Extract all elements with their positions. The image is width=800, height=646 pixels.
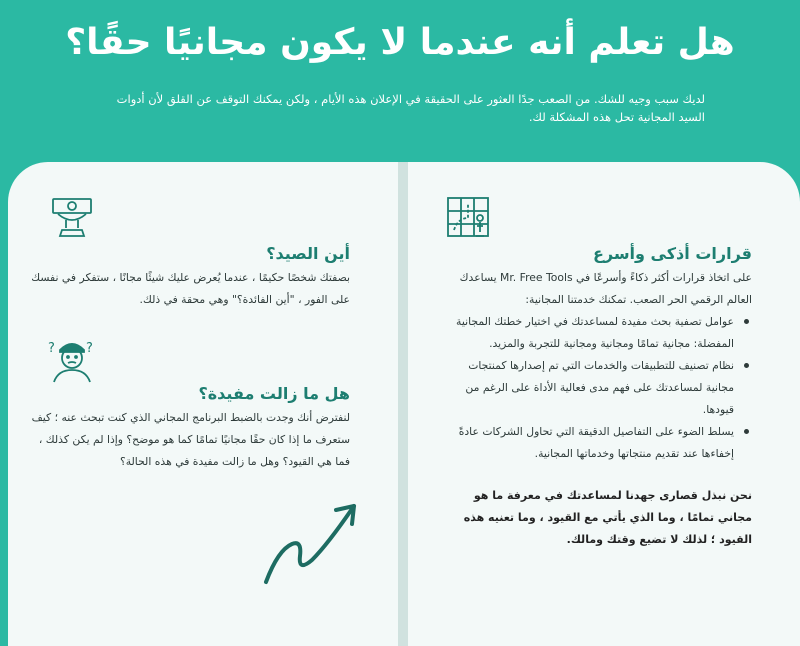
decisions-list (440, 311, 752, 465)
money-trophy-icon (50, 196, 94, 244)
catch-text: بصفتك شخصًا حكيمًا ، عندما يُعرض عليك شيئًا مجانًا ، ستفكر في نفسك على الفور ، "أين الفائدة؟" وهي محقة في ذلك. (31, 271, 350, 306)
column-divider (398, 162, 408, 646)
confused-person-icon (48, 338, 96, 388)
decisions-closing: نحن نبذل قصارى جهدنا لمساعدتك في معرفة ما هو مجاني تمامًا ، وما الذي يأتي مع القيود ، وما تعنيه هذه القيود ؛ لذلك لا تضيع وقتك ومالك. (463, 489, 752, 546)
catch-title: أين الصيد؟ (266, 244, 350, 263)
strategy-board-icon (446, 196, 492, 244)
hero-title: هل تعلم أنه عندما لا يكون مجانيًا حقًا؟ (65, 22, 735, 63)
decisions-intro: على اتخاذ قرارات أكثر ذكاءً وأسرعًا في Mr. Free Tools يساعدك العالم الرقمي الحر الصعب. تمكنك خدمتنا المجانية: (459, 271, 752, 306)
list-item: يسلط الضوء على التفاصيل الدقيقة التي تحاول الشركات عادةً إخفاءها عند تقديم منتجاتها وخدماتها المجانية. (440, 421, 752, 465)
growth-arrow-icon (258, 498, 362, 592)
useful-title: هل ما زالت مفيدة؟ (198, 384, 350, 403)
list-item: نظام تصنيف للتطبيقات والخدمات التي تم إصدارها كمنتجات مجانية لمساعدتك على فهم مدى فعالية الأداة على الرغم من قيودها. (440, 355, 752, 421)
decisions-title: قرارات أذكى وأسرع (592, 244, 752, 263)
useful-text: لنفترض أنك وجدت بالضبط البرنامج المجاني الذي كنت تبحث عنه ؛ كيف ستعرف ما إذا كان حقًا مجانيًا تمامًا كما هو موضح؟ وإذا لم يكن كذلك ، فما هي القيود؟ وهل ما زالت مفيدة في هذه الحالة؟ (31, 411, 350, 468)
hero-subtitle: لديك سبب وجيه للشك. من الصعب جدًا العثور على الحقيقة في الإعلان هذه الأيام ، ولكن يمكنك التوقف عن القلق لأن أدوات السيد المجانية تحل هذه المشكلة لك. (116, 92, 705, 124)
list-item: عوامل تصفية بحث مفيدة لمساعدتك في اختيار خطتك المجانية المفضلة: مجانية تمامًا ومجانية ومجانية للتجربة والمزيد. (440, 311, 752, 355)
svg-text:?: ? (48, 341, 55, 356)
svg-text:?: ? (86, 341, 93, 356)
